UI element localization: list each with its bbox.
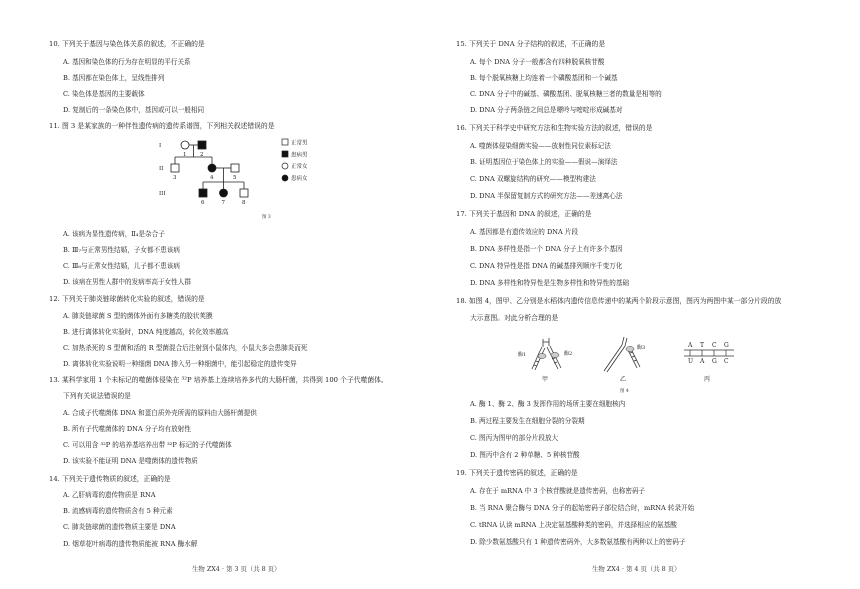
fig-label-bing: 丙 [704, 376, 711, 383]
q16-option-b: B. 证明基因位于染色体上的实验——假说—演绎法 [470, 158, 618, 166]
q16-option-c: C. DNA 双螺旋结构的研究——模型构建法 [470, 175, 596, 183]
ind-label-4: 4 [210, 175, 214, 181]
q11-stem: 11. 图 3 是某家族的一种伴性遗传病的遗传系谱图，下列相关叙述错误的是 [49, 122, 275, 130]
q12-stem: 12. 下列关于肺炎链球菌转化实验的叙述，错误的是 [49, 295, 205, 303]
seq-top-1: A [688, 342, 693, 349]
q17-option-c: C. DNA 特异性是指 DNA 的碱基排列顺序千变万化 [470, 262, 623, 270]
enzyme-2-label: 酶2 [564, 351, 573, 357]
q18-option-b: B. 两过程主要发生在细胞分裂的分裂期 [470, 417, 585, 425]
q16-option-d: D. DNA 半保留复制方式的研究方法——差速离心法 [470, 192, 623, 200]
q19-option-b: B. 当 RNA 聚合酶与 DNA 分子的起始密码子部位结合时，mRNA 转录开始 [470, 504, 695, 512]
individual-8 [240, 189, 248, 197]
q11-option-a: A. 该病为显性遗传病，Ⅱ₄是杂合子 [63, 230, 165, 238]
q15-stem: 15. 下列关于 DNA 分子结构的叙述，不正确的是 [456, 40, 606, 48]
page-footer-left: 生物 ZX4 · 第 3 页（共 8 页） [192, 565, 281, 573]
page-footer-right: 生物 ZX4 · 第 4 页（共 8 页） [592, 565, 681, 573]
q12-option-a: A. 肺炎链球菌 S 型的菌体外面有多糖类的胶状荚膜 [63, 312, 213, 320]
q12-option-d: D. 离体转化实验说明一种细菌 DNA 掺入另一种细菌中，能引起稳定的遗传变异 [63, 360, 297, 368]
ind-label-1: 1 [183, 152, 187, 158]
figure-4-caption: 图 4 [620, 389, 629, 394]
q12-option-b: B. 进行离体转化实验时，DNA 纯度越高，转化效率越高 [63, 328, 229, 336]
ind-label-8: 8 [242, 200, 246, 206]
q13-option-b: B. 所有子代噬菌体的 DNA 分子均有放射性 [63, 425, 191, 433]
individual-4 [208, 164, 216, 172]
q13-option-d: D. 该实验不能证明 DNA 是噬菌体的遗传物质 [63, 457, 198, 465]
q13-stem-line2: 下列有关说法错误的是 [63, 392, 131, 400]
q18-stem-line2: 大示意图。对此分析合理的是 [470, 314, 559, 322]
individual-5 [231, 164, 239, 172]
q13-stem-line1: 13. 某科学家用 1 个未标记的噬菌体侵染在 ³²P 培养基上连续培养多代的大肠杆菌，共得到 100 个子代噬菌体。 [49, 376, 388, 384]
right-page [452, 0, 852, 589]
q19-option-a: A. 存在于 mRNA 中 3 个核苷酸就是遗传密码，也称密码子 [470, 487, 646, 495]
figure-4 [512, 333, 752, 395]
q16-option-a: A. 噬菌体侵染细菌实验——放射性同位素标记法 [470, 142, 611, 150]
q18-option-d: D. 图丙中含有 2 种单糖、5 种核苷酸 [470, 451, 580, 459]
enzyme-3-label: 酶3 [637, 345, 646, 351]
q14-option-b: B. 流感病毒的遗传物质含有 5 种元素 [63, 507, 173, 515]
q15-option-a: A. 每个 DNA 分子一般都含有四种脱氧核苷酸 [470, 58, 605, 66]
q10-option-a: A. 基因和染色体的行为存在明显的平行关系 [63, 58, 191, 66]
q13-option-a: A. 合成子代噬菌体 DNA 和蛋白质外壳所需的原料由大肠杆菌提供 [63, 409, 257, 417]
seq-top-3: C [712, 342, 717, 349]
q10-option-b: B. 基因都在染色体上，呈线性排列 [63, 74, 165, 82]
q15-option-c: C. DNA 分子中的碱基、磷酸基团、脱氧核糖三者的数量是相等的 [470, 90, 662, 98]
q11-option-c: C. Ⅲ₆与正常女性结婚，儿子都不患该病 [63, 262, 180, 270]
q12-option-c: C. 加热杀死的 S 型菌和活的 R 型菌混合后注射到小鼠体内，小鼠大多会患肺炎而死 [63, 344, 308, 352]
q17-option-a: A. 基因都是有遗传效应的 DNA 片段 [470, 228, 579, 236]
seq-top-4: G [724, 342, 729, 349]
q18-stem-line1: 18. 如图 4，图甲、乙分别是水稻体内遗传信息传递中的某两个阶段示意图，图丙为两图中某一部分片段的放 [456, 297, 782, 305]
seq-bottom-3: G [712, 358, 717, 365]
seq-top-2: T [700, 342, 705, 349]
fig-yi [604, 337, 640, 372]
ind-label-5: 5 [233, 175, 237, 181]
q19-option-d: D. 除少数氨基酸只有 1 种遗传密码外，大多数氨基酸有两种以上的密码子 [470, 538, 686, 546]
individual-3 [171, 164, 179, 172]
q14-option-a: A. 乙肝病毒的遗传物质是 RNA [63, 491, 156, 499]
individual-2 [198, 141, 206, 149]
q18-option-c: C. 图丙为图甲的部分片段放大 [470, 434, 559, 442]
ind-label-7: 7 [221, 200, 225, 206]
legend-affected-male: 患病男 [291, 152, 308, 159]
q18-option-a: A. 酶 1、酶 2、酶 3 发挥作用的场所主要在细胞核内 [470, 400, 626, 408]
individual-6 [199, 189, 207, 197]
q14-stem: 14. 下列关于遗传物质的叙述，正确的是 [49, 475, 171, 483]
gen-label-3: III [159, 191, 166, 197]
q15-option-b: B. 每个脱氧核糖上均连着一个磷酸基团和一个碱基 [470, 74, 618, 82]
fig-label-jia: 甲 [542, 376, 549, 383]
individual-7 [220, 189, 228, 197]
q10-option-c: C. 染色体是基因的主要载体 [63, 90, 145, 98]
q16-stem: 16. 下列关于科学史中研究方法和生物实验方法的叙述，错误的是 [456, 124, 653, 132]
q10-option-d: D. 复制后的一条染色体中，基因或可以一般相同 [63, 106, 205, 114]
fig-label-yi: 乙 [620, 376, 627, 383]
q17-option-d: D. DNA 多样性和特异性是生物多样性和特异性的基础 [470, 279, 630, 287]
gen-label-1: I [159, 143, 162, 149]
q13-option-c: C. 可以用含 ³²P 的培养基培养出带 ³²P 标记的子代噬菌体 [63, 441, 232, 449]
q17-option-b: B. DNA 多样性是指一个 DNA 分子上有许多个基因 [470, 245, 623, 253]
enzyme-1-label: 酶1 [518, 352, 527, 358]
q14-option-d: D. 烟草花叶病毒的遗传物质能被 RNA 酶水解 [63, 540, 198, 548]
legend-affected-female: 患病女 [291, 176, 308, 182]
ind-label-3: 3 [173, 175, 177, 181]
q17-stem: 17. 下列关于基因和 DNA 的叙述，正确的是 [456, 210, 592, 218]
q15-option-d: D. DNA 分子两条链之间总是嘌呤与嘧啶形成碱基对 [470, 106, 623, 114]
q19-option-c: C. tRNA 认读 mRNA 上决定氨基酸种类的密码，并选择相应的氨基酸 [470, 521, 677, 529]
legend-normal-male: 正常男 [291, 140, 308, 147]
seq-bottom-4: C [724, 358, 729, 365]
q11-option-d: D. 该病在男性人群中的发病率高于女性人群 [63, 278, 191, 286]
seq-bottom-1: U [688, 358, 694, 365]
seq-bottom-2: A [700, 358, 705, 365]
ind-label-2: 2 [200, 152, 204, 158]
legend-normal-female: 正常女 [291, 164, 308, 170]
figure-3-caption: 图 3 [262, 215, 271, 220]
q19-stem: 19. 下列关于遗传密码的叙述，正确的是 [456, 469, 578, 477]
left-page [42, 0, 442, 589]
individual-1 [181, 141, 189, 149]
q11-option-b: B. Ⅲ₇与正常男性结婚，子女都不患该病 [63, 246, 180, 254]
pedigree-chart [157, 136, 317, 222]
q10-stem: 10. 下列关于基因与染色体关系的叙述，不正确的是 [49, 40, 205, 48]
q14-option-c: C. 肺炎链球菌的遗传物质主要是 DNA [63, 523, 176, 531]
gen-label-2: II [159, 166, 164, 172]
ind-label-6: 6 [201, 200, 205, 206]
